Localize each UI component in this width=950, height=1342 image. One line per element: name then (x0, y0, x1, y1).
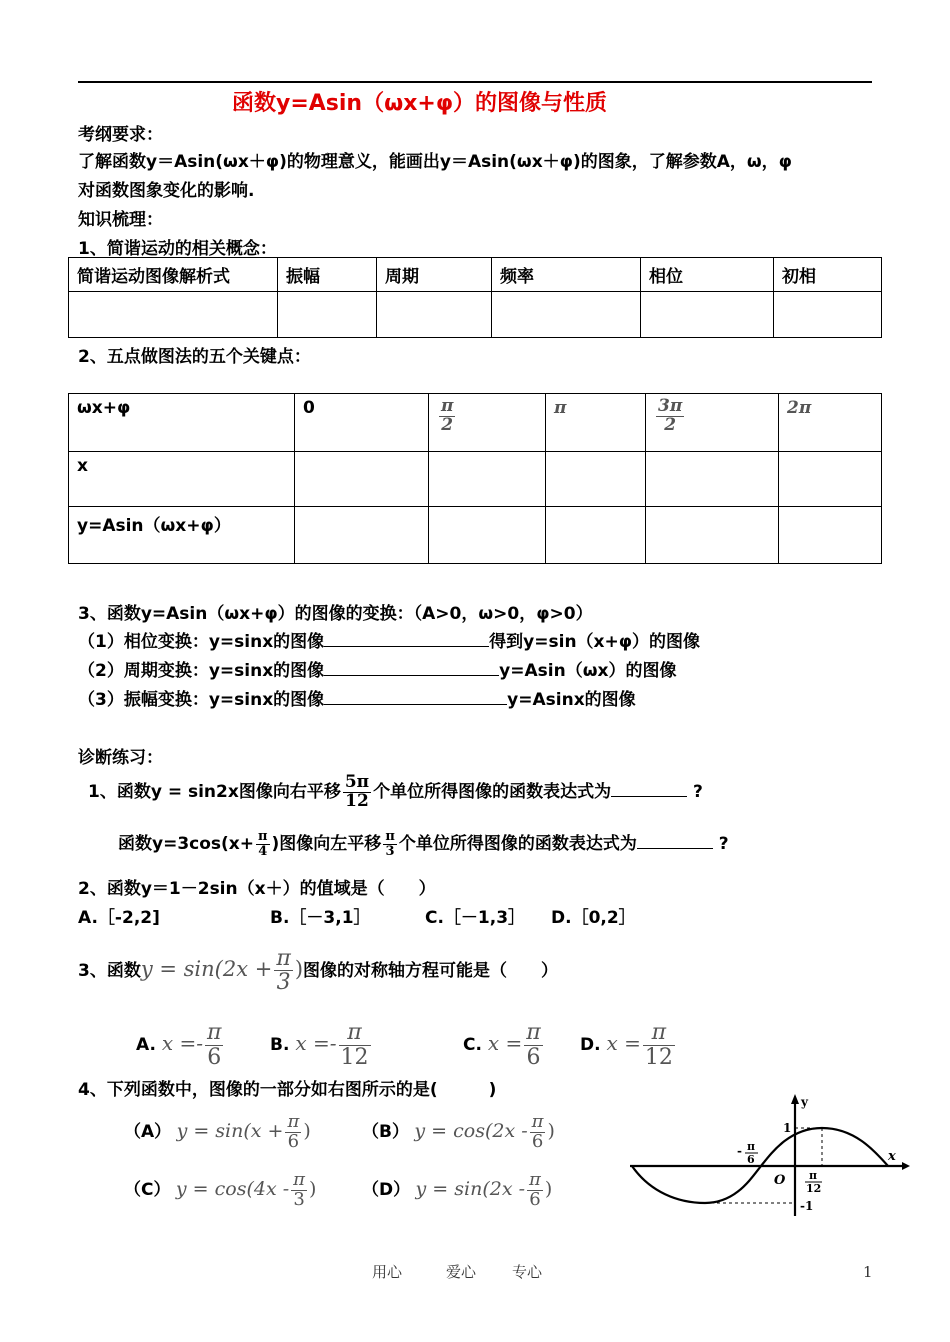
cell-empty (69, 292, 278, 338)
cell-empty (774, 292, 882, 338)
tick-label-one: 1 (783, 1121, 792, 1135)
answer-blank[interactable] (324, 632, 489, 647)
expr-text: y = sin(x + (176, 1120, 284, 1142)
transform-result: y=Asinx的图像 (507, 690, 636, 710)
expr-text: x =- (161, 1031, 204, 1055)
q4-graph (630, 1090, 910, 1220)
fraction (205, 1021, 223, 1068)
cell-empty (546, 507, 646, 564)
numerator: 5π (344, 771, 370, 792)
five-point-table (68, 393, 882, 564)
denominator: 6 (205, 1045, 223, 1069)
section1-heading: 1、简谐运动的相关概念： (78, 239, 277, 259)
question-text: 函数y=3cos(x+ (118, 834, 255, 854)
q3-option-d (580, 1012, 677, 1076)
numerator: 3π (658, 396, 683, 416)
footer-right: 专心 (512, 1263, 543, 1281)
fraction (656, 398, 684, 435)
option-label: （B） (362, 1122, 409, 1142)
fraction (527, 1168, 543, 1210)
neg-sign-label: - (737, 1144, 742, 1158)
expr-text: ) (294, 957, 304, 981)
question-text: 1、函数y = sin2x图像向右平移 (88, 782, 341, 802)
cell-empty (492, 292, 641, 338)
option-label: D. (580, 1035, 601, 1055)
transform-label: （2）周期变换：y=sinx的图像 (78, 661, 325, 681)
expr-text: ) (308, 1178, 317, 1200)
fraction (439, 398, 455, 435)
numerator: π (441, 396, 454, 416)
header-expression: 简谐运动图像解析式 (69, 258, 278, 292)
numerator: π (258, 828, 268, 844)
outline-line-1: 了解函数y＝Asin(ωx＋φ)的物理意义，能画出y＝Asin(ωx＋φ)的图象，了解参数A，ω，φ (78, 152, 792, 172)
expr-text: x = (487, 1031, 523, 1055)
answer-blank[interactable] (611, 782, 687, 797)
x-axis-arrow (902, 1162, 910, 1170)
expr-text: ) (547, 1120, 555, 1142)
denominator: 3 (291, 1190, 307, 1210)
expr-text: y = sin(2x - (415, 1178, 526, 1200)
expr-text: ) (544, 1178, 553, 1200)
denominator: 6 (530, 1132, 546, 1152)
header-phase: 相位 (641, 258, 774, 292)
question-text: )图像向左平移 (271, 834, 382, 854)
cell-empty (779, 452, 882, 507)
y-axis-label: y (801, 1095, 808, 1109)
q3-expression (140, 945, 304, 995)
cell-empty (779, 507, 882, 564)
q2-option-a: A.［-2,2] (78, 908, 160, 928)
denominator: 6 (524, 1045, 542, 1069)
transform-phase (78, 627, 700, 652)
option-label: B. (270, 1035, 290, 1055)
numerator: π (347, 1020, 362, 1046)
outline-line-2: 对函数图象变化的影响. (78, 181, 255, 201)
q2-option-c: C.［－1,3］ (425, 908, 526, 928)
denominator: 12 (340, 1044, 369, 1070)
header-frequency: 频率 (492, 258, 641, 292)
row-label-y: y=Asin（ωx+φ） (69, 507, 295, 564)
harmonic-table (68, 257, 882, 338)
header-period: 周期 (377, 258, 492, 292)
question-text: 3、函数 (78, 961, 141, 981)
header-initial-phase: 初相 (774, 258, 882, 292)
expr-text: x =- (295, 1031, 337, 1055)
question-4: 4、下列函数中，图像的一部分如右图所示的是( ) (78, 1080, 497, 1100)
numerator: π (529, 1168, 541, 1190)
row-label-x: x (69, 452, 295, 507)
q4-option-a (124, 1106, 311, 1157)
answer-blank[interactable] (324, 661, 499, 676)
diagnosis-heading: 诊断练习： (78, 748, 163, 768)
transform-result: 得到y=sin（x+φ）的图像 (489, 632, 701, 652)
option-label: （A） (124, 1122, 172, 1142)
question-1b (118, 820, 729, 868)
expr-text: x = (606, 1031, 641, 1055)
q3-option-b (270, 1012, 373, 1076)
denominator: 3 (274, 970, 292, 994)
fraction (343, 771, 371, 811)
expr-text: ) (303, 1120, 311, 1142)
page-number: 1 (863, 1263, 873, 1281)
question-text: 个单位所得图像的函数表达式为 (398, 834, 637, 854)
fraction (643, 1021, 675, 1068)
tick-label-neg-one: -1 (800, 1199, 814, 1213)
numerator: π (207, 1020, 222, 1046)
section2-heading: 2、五点做图法的五个关键点： (78, 347, 311, 367)
option-label: A. (136, 1035, 156, 1055)
question-1a (88, 766, 703, 818)
pi12-den-label: 12 (806, 1182, 822, 1195)
numerator: π (287, 1110, 300, 1132)
q4-option-b (362, 1106, 555, 1157)
option-label: （C） (124, 1180, 171, 1200)
fraction (274, 947, 292, 994)
neg-six-label: 6 (747, 1153, 755, 1166)
expr-text: y = cos(4x - (175, 1178, 290, 1200)
cell-empty (295, 507, 429, 564)
fraction (383, 830, 397, 858)
numerator: π (651, 1020, 667, 1046)
answer-blank[interactable] (637, 834, 713, 849)
expr-text: y = cos(2x - (414, 1120, 528, 1142)
denominator: 6 (285, 1132, 301, 1152)
q3-option-c (463, 1012, 545, 1076)
cell-empty (646, 507, 779, 564)
cell-empty (646, 452, 779, 507)
footer-middle: 爱心 (446, 1263, 477, 1281)
question-mark: ? (693, 782, 703, 802)
denominator: 12 (644, 1044, 673, 1070)
cell-empty (278, 292, 377, 338)
question-text: 个单位所得图像的函数表达式为 (373, 782, 612, 802)
denominator: 12 (343, 792, 371, 811)
q4-option-d (362, 1164, 552, 1215)
section3-heading: 3、函数y=Asin（ωx+φ）的图像的变换：（A>0，ω>0，φ>0） (78, 604, 593, 624)
fraction (339, 1021, 371, 1068)
answer-blank[interactable] (324, 690, 507, 705)
page-title: 函数y=Asin（ωx+φ）的图像与性质 (232, 91, 608, 116)
value-two-pi: 2π (779, 394, 882, 452)
value-three-half-pi (646, 394, 779, 452)
transform-label: （3）振幅变换：y=sinx的图像 (78, 690, 325, 710)
transform-period (78, 656, 676, 681)
fraction (524, 1021, 542, 1068)
transform-label: （1）相位变换：y=sinx的图像 (78, 632, 325, 652)
neg-pi-label: π (747, 1140, 756, 1153)
cell-empty (546, 452, 646, 507)
top-rule (78, 81, 872, 83)
fraction (530, 1110, 546, 1152)
cell-empty (377, 292, 492, 338)
x-axis-label: x (888, 1149, 896, 1164)
transform-amplitude (78, 685, 636, 710)
question-3 (78, 936, 558, 1004)
numerator: π (276, 945, 291, 971)
q2-option-b: B.［－3,1］ (270, 908, 371, 928)
fraction (291, 1168, 307, 1210)
fraction (256, 830, 270, 858)
cell-empty (641, 292, 774, 338)
denominator: 2 (656, 416, 684, 435)
cell-empty (429, 507, 546, 564)
cell-empty (429, 452, 546, 507)
q4-option-c (124, 1164, 316, 1215)
value-half-pi (429, 394, 546, 452)
q3-option-a (136, 1012, 225, 1076)
knowledge-heading: 知识梳理： (78, 210, 163, 230)
denominator: 2 (439, 416, 455, 435)
question-text: 图像的对称轴方程可能是（ ） (303, 961, 559, 981)
footer-left: 用心 (372, 1263, 403, 1281)
y-axis-arrow (791, 1094, 799, 1104)
pi12-num-label: π (809, 1169, 818, 1182)
q2-option-d: D.［0,2］ (551, 908, 636, 928)
expr-text: y = sin(2x + (140, 957, 273, 981)
origin-label: O (774, 1173, 786, 1188)
numerator: π (526, 1020, 541, 1046)
numerator: π (531, 1110, 544, 1132)
row-label-phase: ωx+φ (69, 394, 295, 452)
denominator: 6 (527, 1190, 543, 1210)
transform-result: y=Asin（ωx）的图像 (499, 661, 677, 681)
value-zero: 0 (295, 394, 429, 452)
value-pi: π (546, 394, 646, 452)
denominator: 4 (256, 844, 270, 859)
denominator: 3 (383, 844, 397, 859)
numerator: π (293, 1168, 305, 1190)
fraction (285, 1110, 301, 1152)
outline-heading: 考纲要求： (78, 125, 163, 145)
option-label: （D） (362, 1180, 411, 1200)
question-mark: ? (718, 834, 729, 854)
header-amplitude: 振幅 (278, 258, 377, 292)
question-2: 2、函数y＝1－2sin（x＋）的值域是（ ） (78, 879, 436, 899)
numerator: π (385, 828, 395, 844)
option-label: C. (463, 1035, 482, 1055)
cell-empty (295, 452, 429, 507)
